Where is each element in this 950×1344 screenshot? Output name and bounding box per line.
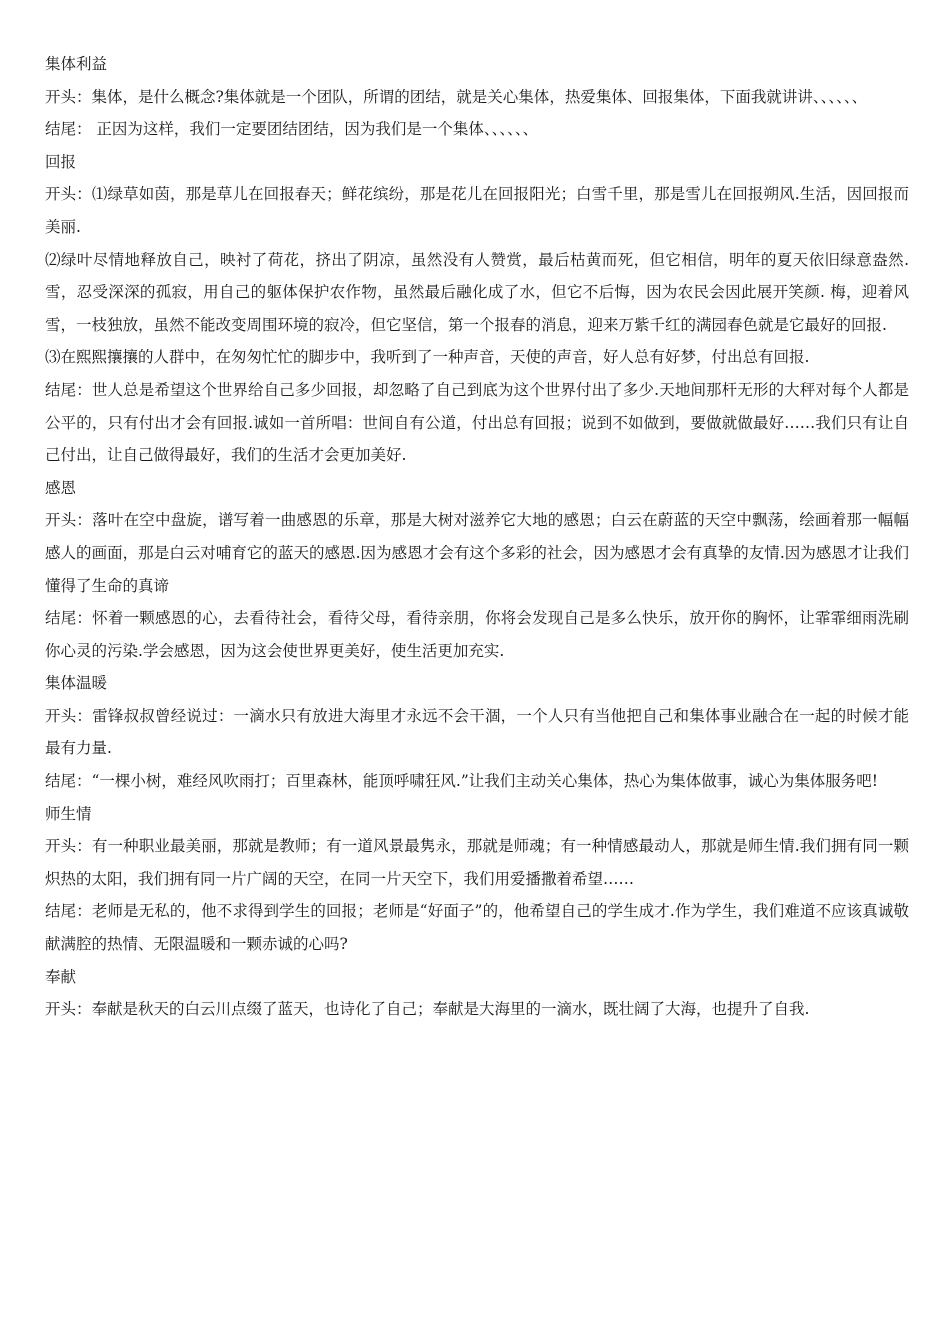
section-title: 集体利益 [45,55,108,73]
section-gratitude [45,472,909,668]
section-collective-interest [45,48,909,146]
closing-paragraph: 结尾：世人总是希望这个世界给自己多少回报，却忽略了自己到底为这个世界付出了多少.天地间那杆无形的大秤对每个人都是公平的，只有付出才会有回报.诚如一首所唱：世间自有公道，付出总有回报；说到不如做到，要做就做最好……我们只有让自己付出，让自己做得最好，我们的生活才会更加美好. [45,380,909,465]
opening-paragraph: 开头：有一种职业最美丽，那就是教师；有一道风景最隽永，那就是师魂；有一种情感最动人，那就是师生情.我们拥有同一颗炽热的太阳，我们拥有同一片广阔的天空，在同一片天空下，我们用爱播撒着希望…… [45,837,909,888]
section-repay [45,146,909,472]
section-collective-warmth [45,667,909,797]
closing-paragraph: 结尾：怀着一颗感恩的心，去看待社会，看待父母，看待亲朋，你将会发现自己是多么快乐，放开你的胸怀，让霏霏细雨洗刷你心灵的污染.学会感恩，因为这会使世界更美好，使生活更加充实. [45,609,909,660]
opening-paragraph-3: ⑶在熙熙攘攘的人群中，在匆匆忙忙的脚步中，我听到了一种声音，天使的声音，好人总有好梦，付出总有回报. [45,348,810,367]
section-title: 师生情 [45,804,92,823]
closing-paragraph: 结尾：“一棵小树，难经风吹雨打；百里森林，能顶呼啸狂风.”让我们主动关心集体，热心为集体做事，诚心为集体服务吧! [45,772,879,791]
document-page [45,48,909,1026]
opening-paragraph: 开头：雷锋叔叔曾经说过：一滴水只有放进大海里才永远不会干涸，一个人只有当他把自己和集体事业融合在一起的时候才能最有力量. [45,706,909,758]
section-title: 集体温暖 [45,674,108,693]
opening-paragraph: 开头：集体，是什么概念?集体就是一个团队，所谓的团结，就是关心集体，热爱集体、回报集体，下面我就讲讲、、、、、、 [45,87,868,106]
section-title: 回报 [45,152,77,171]
opening-paragraph-2: ⑵绿叶尽情地释放自己，映衬了荷花，挤出了阴凉，虽然没有人赞赏，最后枯黄而死，但它相信，明年的夏天依旧绿意盎然. 雪，忍受深深的孤寂，用自己的躯体保护农作物，虽然最后融化成了水，但它不后悔，因为农民会因此展开笑颜. 梅，迎着风雪，一枝独放，虽然不能改变周围环境的寂冷，但它坚信，第一个报春的消息，迎来万紫千红的满园春色就是它最好的回报. [45,250,909,334]
opening-paragraph: 开头：奉献是秋天的白云川点缀了蓝天，也诗化了自己；奉献是大海里的一滴水，既壮阔了大海，也提升了自我. [45,1000,810,1019]
closing-paragraph: 结尾： 正因为这样，我们一定要团结团结，因为我们是一个集体、、、、、、 [45,120,539,139]
section-teacher-student [45,798,909,961]
section-dedication [45,961,909,1026]
opening-paragraph: 开头：落叶在空中盘旋，谱写着一曲感恩的乐章，那是大树对滋养它大地的感恩；白云在蔚蓝的天空中飘荡，绘画着那一幅幅感人的画面，那是白云对哺育它的蓝天的感恩.因为感恩才会有这个多彩的社会，因为感恩才会有真挚的友情.因为感恩才让我们懂得了生命的真谛 [45,511,909,595]
section-title: 奉献 [45,967,77,986]
section-title: 感恩 [45,478,77,497]
closing-paragraph: 结尾：老师是无私的，他不求得到学生的回报；老师是“好面子”的，他希望自己的学生成才.作为学生，我们难道不应该真诚敬献满腔的热情、无限温暖和一颗赤诚的心吗? [45,902,909,954]
opening-paragraph: 开头：⑴绿草如茵，那是草儿在回报春天；鲜花缤纷，那是花儿在回报阳光；白雪千里，那是雪儿在回报朔风.生活，因回报而美丽. [45,185,909,236]
